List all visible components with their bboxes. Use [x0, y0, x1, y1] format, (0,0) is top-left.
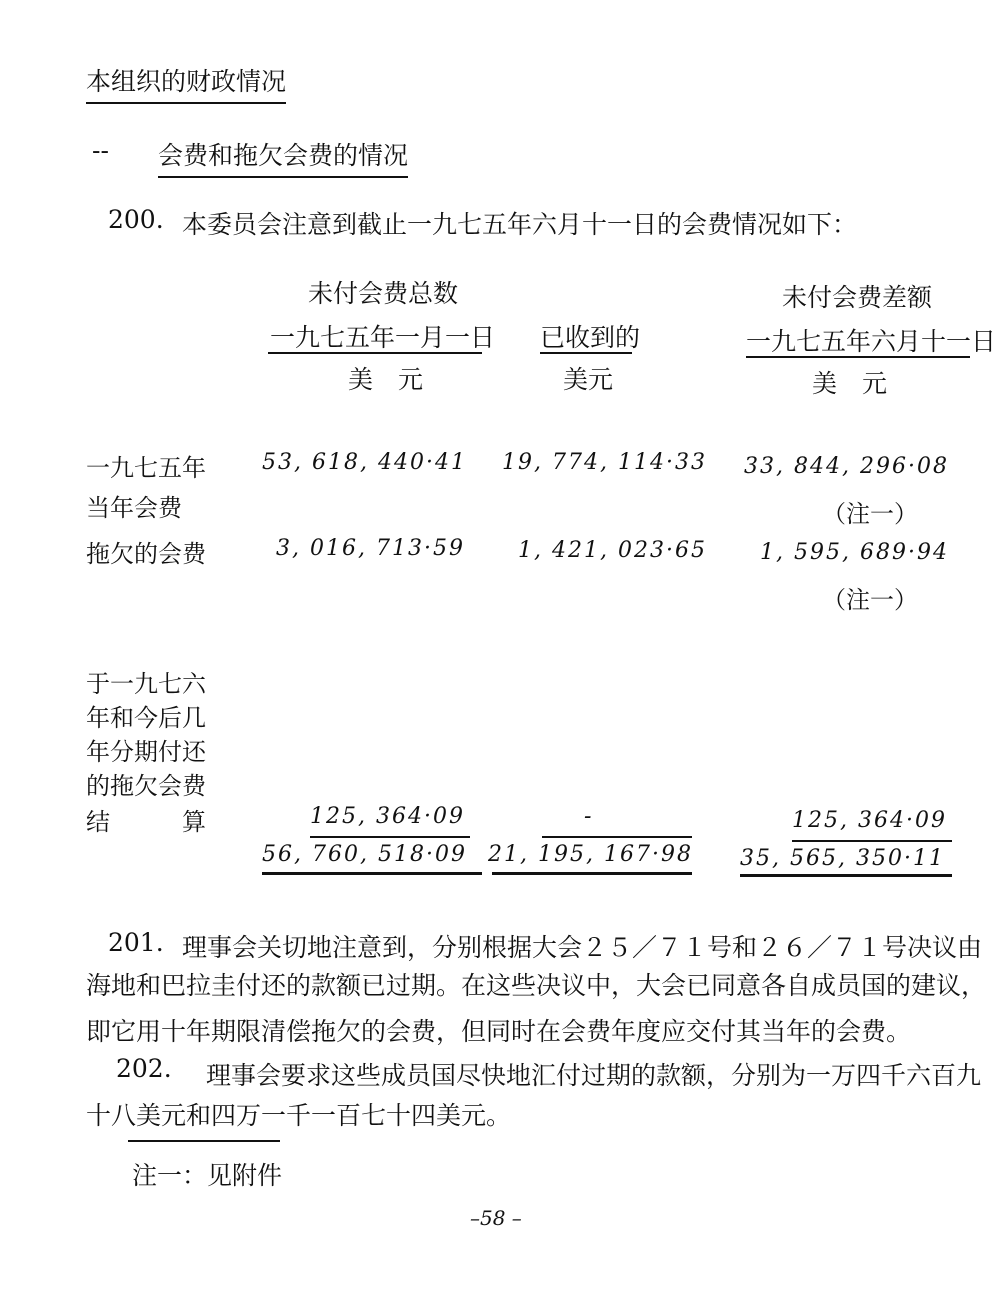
row2-note: （注一） — [822, 586, 918, 614]
para-201-line3: 即它用十年期限清偿拖欠的会费，但同时在会费年度应交付其当年的会费。 — [86, 1017, 912, 1046]
installment-col1-value: 125, 364·09 — [310, 804, 465, 829]
col1-unit: 美 元 — [348, 365, 424, 394]
footnote: 注一：见附件 — [132, 1161, 283, 1190]
para-201-line2: 海地和巴拉圭付还的款额已过期。在这些决议中，大会已同意各自成员国的建议， — [86, 971, 987, 1000]
para-202-number: 202. — [116, 1054, 172, 1083]
row1-col3-value: 33, 844, 296·08 — [744, 454, 949, 479]
row2-col2-value: 1, 421, 023·65 — [518, 538, 707, 563]
row1-label-line2: 当年会费 — [86, 494, 182, 522]
col1-header-line1: 未付会费总数 — [308, 279, 459, 308]
col3-header-line1: 未付会费差额 — [782, 283, 933, 312]
col1-header-rule — [268, 352, 482, 354]
installment-label-line2: 年和今后几 — [86, 704, 206, 732]
col3-unit: 美 元 — [812, 369, 888, 398]
para-202-line2: 十八美元和四万一千一百七十四美元。 — [86, 1101, 512, 1130]
para-201-line1: 理事会关切地注意到，分别根据大会２５／７１号和２６／７１号决议由 — [182, 933, 983, 962]
col3-sum-rule — [792, 840, 952, 842]
total-col2-value: 21, 195, 167·98 — [488, 842, 693, 867]
settlement-label: 结 算 — [86, 808, 206, 836]
section-title: 本组织的财政情况 — [86, 62, 286, 104]
total-col3-value: 35, 565, 350·11 — [740, 846, 945, 871]
col2-header: 已收到的 — [540, 323, 641, 352]
row1-col1-value: 53, 618, 440·41 — [262, 450, 467, 475]
installment-label-line3: 年分期付还 — [86, 738, 206, 766]
row2-col1-value: 3, 016, 713·59 — [276, 536, 465, 561]
installment-label-line1: 于一九七六 — [86, 670, 206, 698]
installment-col2-value: - — [584, 804, 594, 829]
subsection-dash: -- — [92, 136, 109, 165]
para-200-text: 本委员会注意到截止一九七五年六月十一日的会费情况如下： — [182, 210, 858, 239]
page-number: –58 – — [470, 1206, 522, 1230]
installment-col3-value: 125, 364·09 — [792, 808, 947, 833]
col1-sum-rule — [310, 836, 470, 838]
col2-total-rule — [492, 872, 692, 875]
para-202-line1: 理事会要求这些成员国尽快地汇付过期的款额，分别为一万四千六百九 — [206, 1061, 982, 1090]
col2-unit: 美元 — [563, 365, 614, 394]
col1-header-date: 一九七五年一月一日 — [270, 323, 496, 352]
footnote-rule — [128, 1140, 280, 1142]
row2-col3-value: 1, 595, 689·94 — [760, 540, 949, 565]
row2-label: 拖欠的会费 — [86, 540, 206, 568]
col3-total-rule — [740, 874, 952, 877]
row1-label-line1: 一九七五年 — [86, 454, 206, 482]
col3-header-date: 一九七五年六月十一日 — [746, 327, 997, 356]
row1-note: （注一） — [822, 500, 918, 528]
total-col1-value: 56, 760, 518·09 — [262, 842, 467, 867]
subsection-title: 会费和拖欠会费的情况 — [158, 136, 408, 178]
col2-sum-rule — [542, 836, 692, 838]
col2-header-rule — [540, 352, 632, 354]
col1-total-rule — [262, 872, 482, 875]
para-201-number: 201. — [108, 928, 164, 957]
row1-col2-value: 19, 774, 114·33 — [502, 450, 707, 475]
para-200-number: 200. — [108, 205, 164, 234]
installment-label-line4: 的拖欠会费 — [86, 772, 206, 800]
col3-header-rule — [746, 356, 970, 358]
